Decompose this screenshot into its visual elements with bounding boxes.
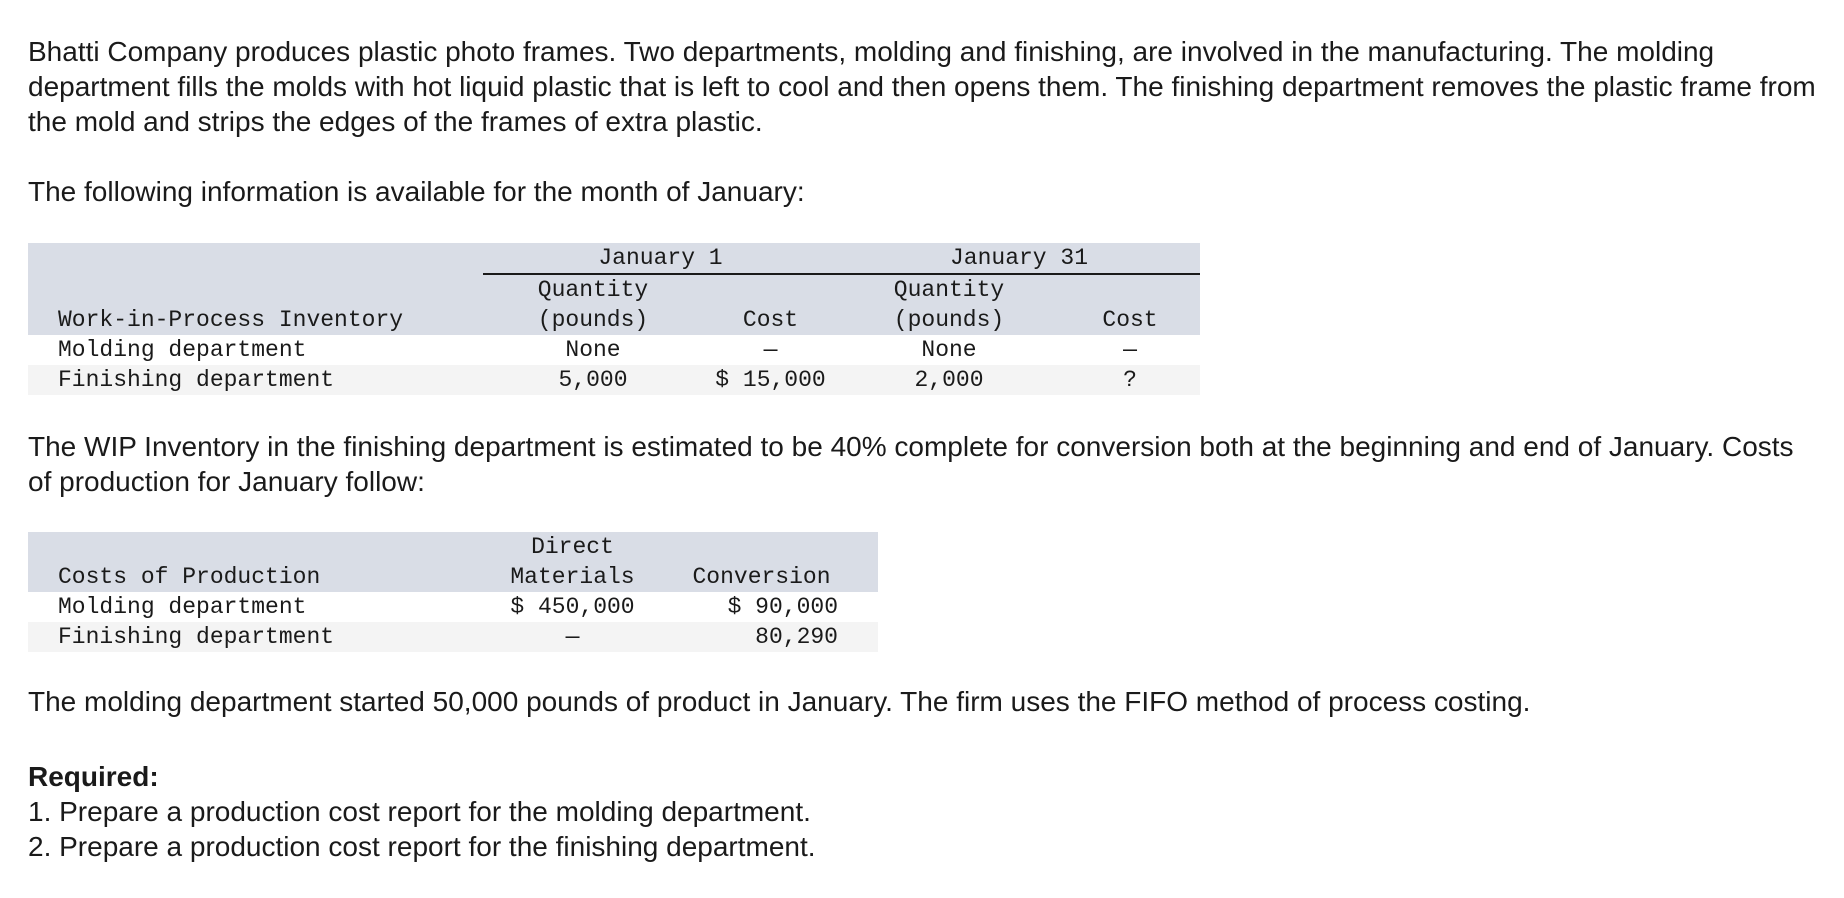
jan31-cost-cell: — (1060, 335, 1200, 365)
intro-paragraph: Bhatti Company produces plastic photo frames. Two departments, molding and finishing, are involved in the manufacturing. The molding department fills the molds with hot liquid plastic that is left to cool and then opens them. The finishing department removes the plastic frame from the mold and strips the edges of the frames of extra plastic. (28, 36, 1816, 137)
jan1-qty-cell: None (483, 335, 703, 365)
started-note-paragraph: The molding department started 50,000 pounds of product in January. The firm uses the FIFO method of process costing. (28, 686, 1531, 717)
wip-note-paragraph: The WIP Inventory in the finishing department is estimated to be 40% complete for conversion both at the beginning and end of January. Costs of production for January follow: (28, 431, 1794, 497)
dm-header-line1: Direct (500, 532, 645, 562)
wip-inventory-table (28, 243, 1200, 395)
jan1-cost-header: Cost (703, 305, 838, 335)
row-label: Finishing department (28, 622, 500, 652)
row-label: Finishing department (28, 365, 483, 395)
problem-page (28, 34, 1818, 864)
jan1-qty-header-line1: Quantity (483, 274, 703, 305)
table-row (28, 592, 878, 622)
jan31-qty-header-line1: Quantity (838, 274, 1060, 305)
table-row (28, 622, 878, 652)
jan31-qty-header-line2: (pounds) (838, 305, 1060, 335)
jan1-cost-cell: $ 15,000 (703, 365, 838, 395)
jan1-group-header: January 1 (483, 243, 838, 274)
jan31-cost-header: Cost (1060, 305, 1200, 335)
row-label: Molding department (28, 335, 483, 365)
jan1-cost-cell: — (703, 335, 838, 365)
costs-row-header: Costs of Production (28, 562, 500, 592)
dm-cell: — (500, 622, 645, 652)
table-row (28, 335, 1200, 365)
jan1-qty-header-line2: (pounds) (483, 305, 703, 335)
dm-cell: $ 450,000 (500, 592, 645, 622)
conversion-header: Conversion (645, 562, 878, 592)
row-label: Molding department (28, 592, 500, 622)
conversion-cell: $ 90,000 (645, 592, 878, 622)
required-item-1: 1. Prepare a production cost report for the molding department. (28, 796, 811, 827)
conversion-cell: 80,290 (645, 622, 878, 652)
dm-header-line2: Materials (500, 562, 645, 592)
required-heading: Required: (28, 761, 159, 792)
jan31-qty-cell: None (838, 335, 1060, 365)
table-row (28, 365, 1200, 395)
jan31-cost-cell: ? (1060, 365, 1200, 395)
costs-of-production-table (28, 532, 878, 652)
jan31-group-header: January 31 (838, 243, 1200, 274)
jan31-qty-cell: 2,000 (838, 365, 1060, 395)
info-line: The following information is available for the month of January: (28, 176, 805, 207)
wip-row-header: Work-in-Process Inventory (28, 305, 483, 335)
jan1-qty-cell: 5,000 (483, 365, 703, 395)
required-item-2: 2. Prepare a production cost report for the finishing department. (28, 831, 816, 862)
